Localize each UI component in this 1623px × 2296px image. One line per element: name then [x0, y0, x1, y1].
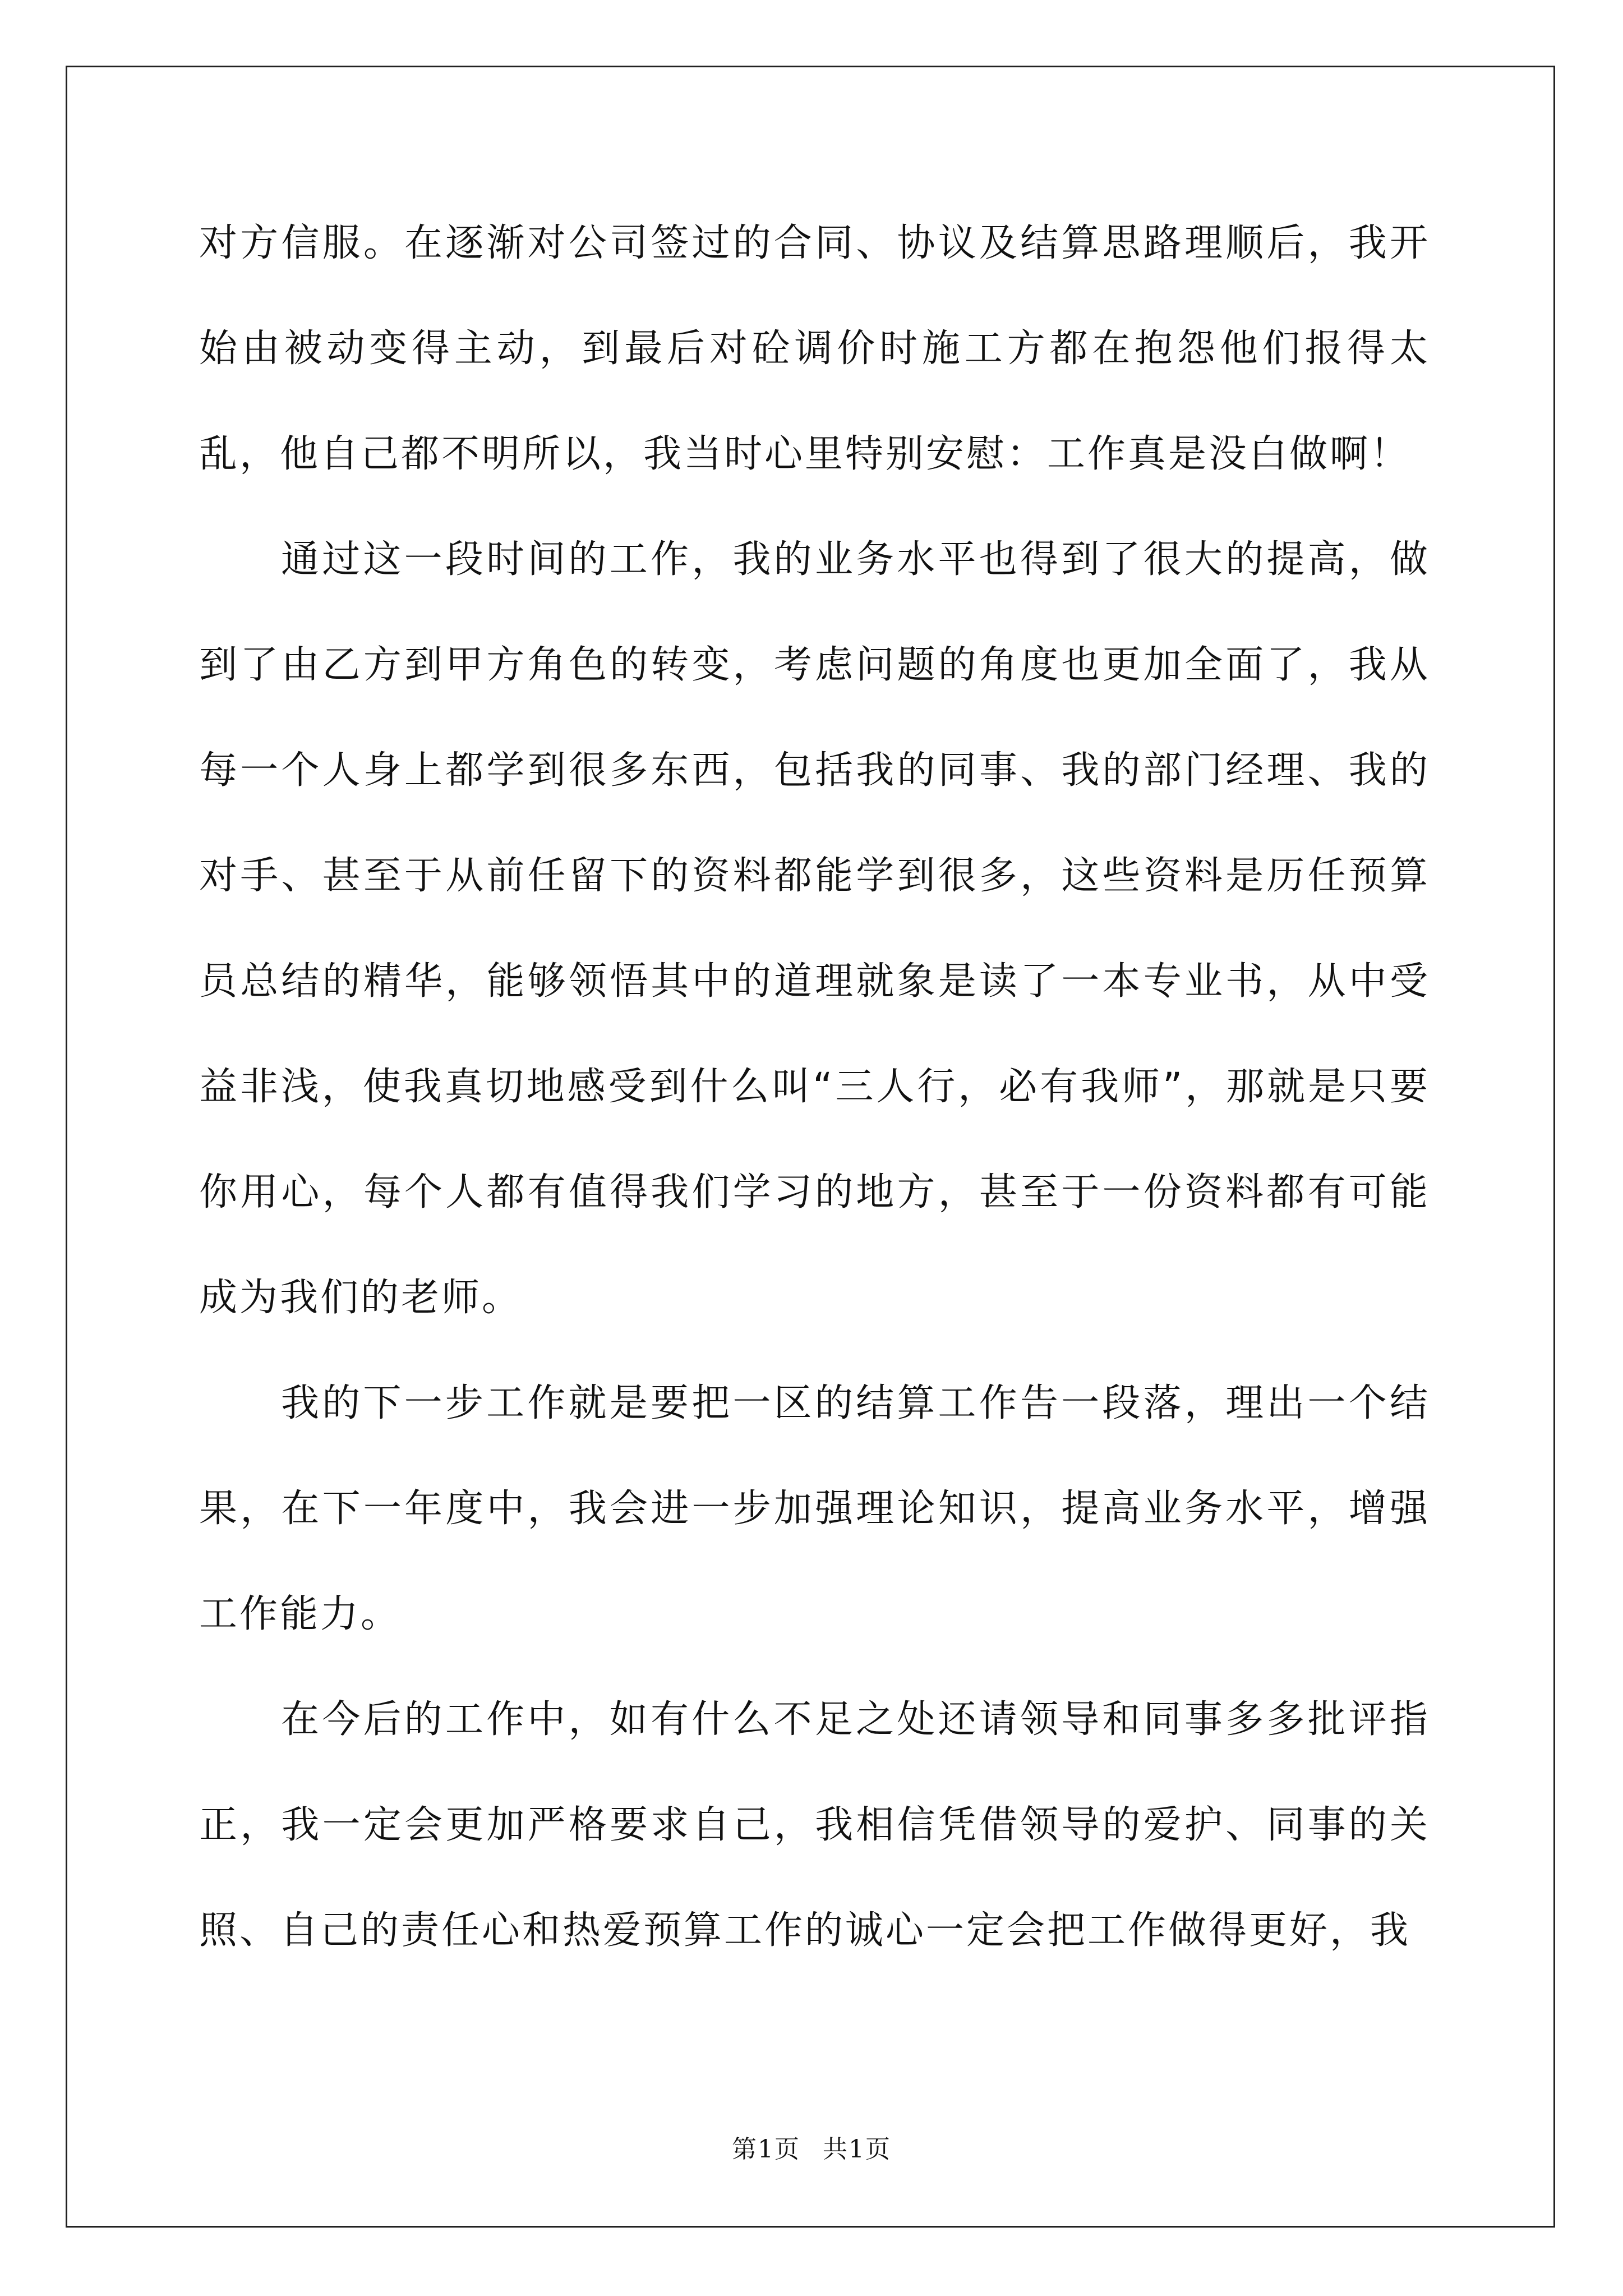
paragraph-3: 我的下一步工作就是要把一区的结算工作告一段落，理出一个结果，在下一年度中，我会进一步加强理论知识，提高业务水平，增强工作能力。 [199, 1381, 1430, 1636]
document-body [199, 191, 1430, 1984]
paragraph-2: 通过这一段时间的工作，我的业务水平也得到了很大的提高，做到了由乙方到甲方角色的转变，考虑问题的角度也更加全面了，我从每一个人身上都学到很多东西，包括我的同事、我的部门经理、我的对手、甚至于从前任留下的资料都能学到很多，这些资料是历任预算员总结的精华，能够领悟其中的道理就象是读了一本专业书，从中受益非浅，使我真切地感受到什么叫“三人行，必有我师”，那就是只要你用心，每个人都有值得我们学习的地方，甚至于一份资料都有可能成为我们的老师。 [199, 537, 1430, 1320]
page-number: 第1页 [732, 2135, 800, 2164]
total-pages: 共1页 [823, 2135, 891, 2164]
page-footer [0, 2129, 1623, 2165]
paragraph-4: 在今后的工作中，如有什么不足之处还请领导和同事多多批评指正，我一定会更加严格要求自己，我相信凭借领导的爱护、同事的关照、自己的责任心和热爱预算工作的诚心一定会把工作做得更好，我 [199, 1697, 1430, 1953]
paragraph-1: 对方信服。在逐渐对公司签过的合同、协议及结算思路理顺后，我开始由被动变得主动，到最后对砼调价时施工方都在抱怨他们报得太乱，他自己都不明所以，我当时心里特别安慰：工作真是没白做啊！ [199, 221, 1430, 476]
